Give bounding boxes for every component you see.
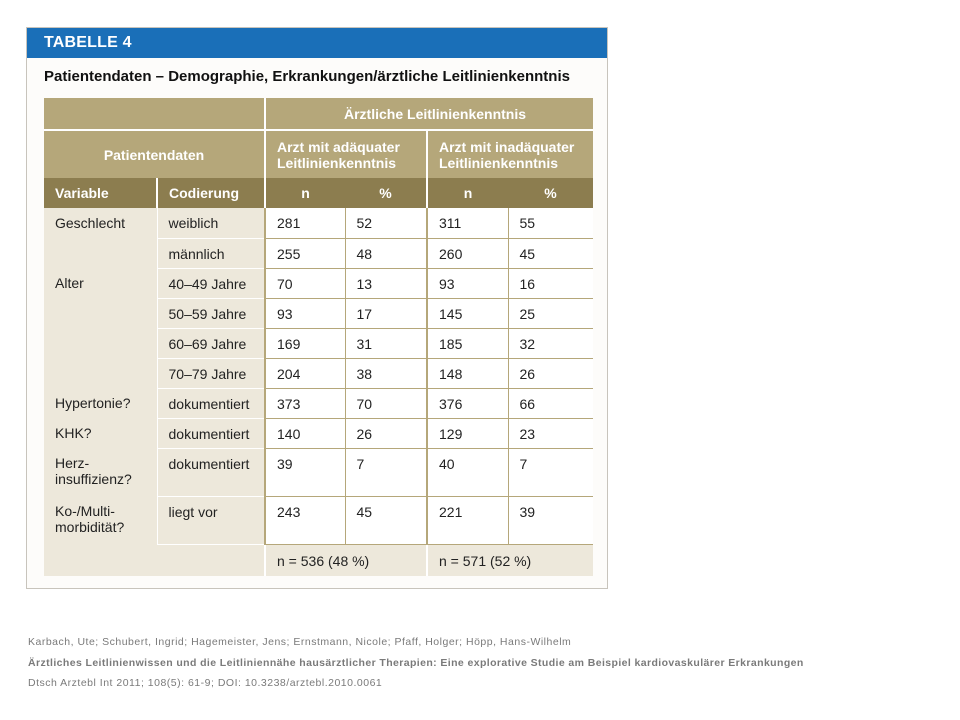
column-header-n-adequate: n bbox=[265, 178, 345, 208]
cell-n-inadequate: 311 bbox=[427, 208, 508, 238]
cell-coding: liegt vor bbox=[157, 496, 265, 544]
cell-pct-inadequate: 16 bbox=[508, 268, 593, 298]
footer-blank-cell bbox=[44, 544, 265, 576]
cell-coding: dokumentiert bbox=[157, 388, 265, 418]
cell-n-inadequate: 129 bbox=[427, 418, 508, 448]
table-row bbox=[44, 268, 593, 298]
header-adequate-group bbox=[265, 130, 427, 178]
cell-n-adequate: 255 bbox=[265, 238, 345, 268]
table-row bbox=[44, 388, 593, 418]
cell-pct-adequate: 31 bbox=[345, 328, 427, 358]
table-row bbox=[44, 448, 593, 496]
cell-coding: weiblich bbox=[157, 208, 265, 238]
cell-pct-inadequate: 55 bbox=[508, 208, 593, 238]
cell-n-inadequate: 376 bbox=[427, 388, 508, 418]
cell-pct-inadequate: 25 bbox=[508, 298, 593, 328]
cell-pct-adequate: 38 bbox=[345, 358, 427, 388]
table-title: Patientendaten – Demographie, Erkrankungen/ärztliche Leitlinienkenntnis bbox=[44, 68, 570, 85]
cell-pct-inadequate: 45 bbox=[508, 238, 593, 268]
cell-variable-line2: morbidität? bbox=[55, 519, 125, 535]
citation-source: Dtsch Arztebl Int 2011; 108(5): 61-9; DOI: 10.3238/arztebl.2010.0061 bbox=[28, 677, 383, 689]
table-footer-row bbox=[44, 544, 593, 576]
citation-authors: Karbach, Ute; Schubert, Ingrid; Hagemeister, Jens; Ernstmann, Nicole; Pfaff, Holger; Höpp, Hans-Wilhelm bbox=[28, 636, 572, 648]
cell-n-adequate: 281 bbox=[265, 208, 345, 238]
footer-total-adequate: n = 536 (48 %) bbox=[265, 544, 427, 576]
cell-n-adequate: 93 bbox=[265, 298, 345, 328]
column-header-pct-adequate: % bbox=[345, 178, 427, 208]
cell-variable-line1: Herz- bbox=[55, 455, 90, 471]
header-row-group bbox=[44, 98, 593, 130]
cell-pct-adequate: 7 bbox=[345, 448, 427, 496]
cell-n-inadequate: 185 bbox=[427, 328, 508, 358]
cell-n-adequate: 70 bbox=[265, 268, 345, 298]
cell-coding: dokumentiert bbox=[157, 448, 265, 496]
cell-pct-inadequate: 66 bbox=[508, 388, 593, 418]
table-row bbox=[44, 418, 593, 448]
cell-n-inadequate: 221 bbox=[427, 496, 508, 544]
cell-pct-adequate: 26 bbox=[345, 418, 427, 448]
cell-variable: Hypertonie? bbox=[44, 388, 157, 418]
cell-n-adequate: 39 bbox=[265, 448, 345, 496]
cell-coding: 60–69 Jahre bbox=[157, 328, 265, 358]
cell-coding: 70–79 Jahre bbox=[157, 358, 265, 388]
cell-n-inadequate: 260 bbox=[427, 238, 508, 268]
cell-coding: 40–49 Jahre bbox=[157, 268, 265, 298]
header-row-columns bbox=[44, 178, 593, 208]
table-banner bbox=[27, 28, 607, 58]
cell-pct-adequate: 52 bbox=[345, 208, 427, 238]
cell-n-adequate: 204 bbox=[265, 358, 345, 388]
header-inadequate-line2: Leitlinienkenntnis bbox=[439, 154, 559, 171]
citation-title: Ärztliches Leitlinienwissen und die Leitliniennähe hausärztlicher Therapien: Eine explorative Studie am Beispiel kardiovaskulärer Erkrankungen bbox=[28, 657, 804, 669]
cell-pct-adequate: 13 bbox=[345, 268, 427, 298]
header-blank-cell bbox=[44, 98, 265, 130]
cell-variable bbox=[44, 448, 157, 496]
cell-variable: Geschlecht bbox=[44, 208, 157, 268]
header-adequate-line2: Leitlinienkenntnis bbox=[277, 154, 397, 171]
cell-n-adequate: 373 bbox=[265, 388, 345, 418]
table-row bbox=[44, 208, 593, 238]
header-inadequate-line1: Arzt mit inadäquater bbox=[439, 138, 575, 155]
cell-n-adequate: 140 bbox=[265, 418, 345, 448]
patient-data-table bbox=[44, 98, 593, 576]
column-header-pct-inadequate: % bbox=[508, 178, 593, 208]
header-group-title: Ärztliche Leitlinienkenntnis bbox=[265, 98, 593, 130]
cell-variable-line1: Ko-/Multi- bbox=[55, 503, 115, 519]
cell-n-inadequate: 145 bbox=[427, 298, 508, 328]
cell-n-inadequate: 148 bbox=[427, 358, 508, 388]
cell-variable bbox=[44, 496, 157, 544]
cell-pct-adequate: 48 bbox=[345, 238, 427, 268]
cell-n-adequate: 169 bbox=[265, 328, 345, 358]
cell-variable: Alter bbox=[44, 268, 157, 388]
cell-pct-adequate: 17 bbox=[345, 298, 427, 328]
cell-n-adequate: 243 bbox=[265, 496, 345, 544]
cell-coding: männlich bbox=[157, 238, 265, 268]
header-adequate-line1: Arzt mit adäquater bbox=[277, 138, 400, 155]
header-row-subgroups bbox=[44, 130, 593, 178]
column-header-coding: Codierung bbox=[157, 178, 265, 208]
banner-label: TABELLE 4 bbox=[44, 34, 132, 51]
header-patient-data: Patientendaten bbox=[44, 130, 265, 178]
table-figure bbox=[26, 27, 608, 589]
cell-pct-inadequate: 23 bbox=[508, 418, 593, 448]
header-inadequate-group bbox=[427, 130, 593, 178]
cell-variable: KHK? bbox=[44, 418, 157, 448]
cell-pct-inadequate: 32 bbox=[508, 328, 593, 358]
cell-n-inadequate: 40 bbox=[427, 448, 508, 496]
column-header-n-inadequate: n bbox=[427, 178, 508, 208]
cell-pct-adequate: 70 bbox=[345, 388, 427, 418]
column-header-variable: Variable bbox=[44, 178, 157, 208]
cell-pct-inadequate: 39 bbox=[508, 496, 593, 544]
cell-pct-inadequate: 26 bbox=[508, 358, 593, 388]
cell-coding: 50–59 Jahre bbox=[157, 298, 265, 328]
cell-variable-line2: insuffizienz? bbox=[55, 471, 132, 487]
cell-pct-inadequate: 7 bbox=[508, 448, 593, 496]
cell-coding: dokumentiert bbox=[157, 418, 265, 448]
table-row bbox=[44, 496, 593, 544]
cell-pct-adequate: 45 bbox=[345, 496, 427, 544]
footer-total-inadequate: n = 571 (52 %) bbox=[427, 544, 593, 576]
cell-n-inadequate: 93 bbox=[427, 268, 508, 298]
